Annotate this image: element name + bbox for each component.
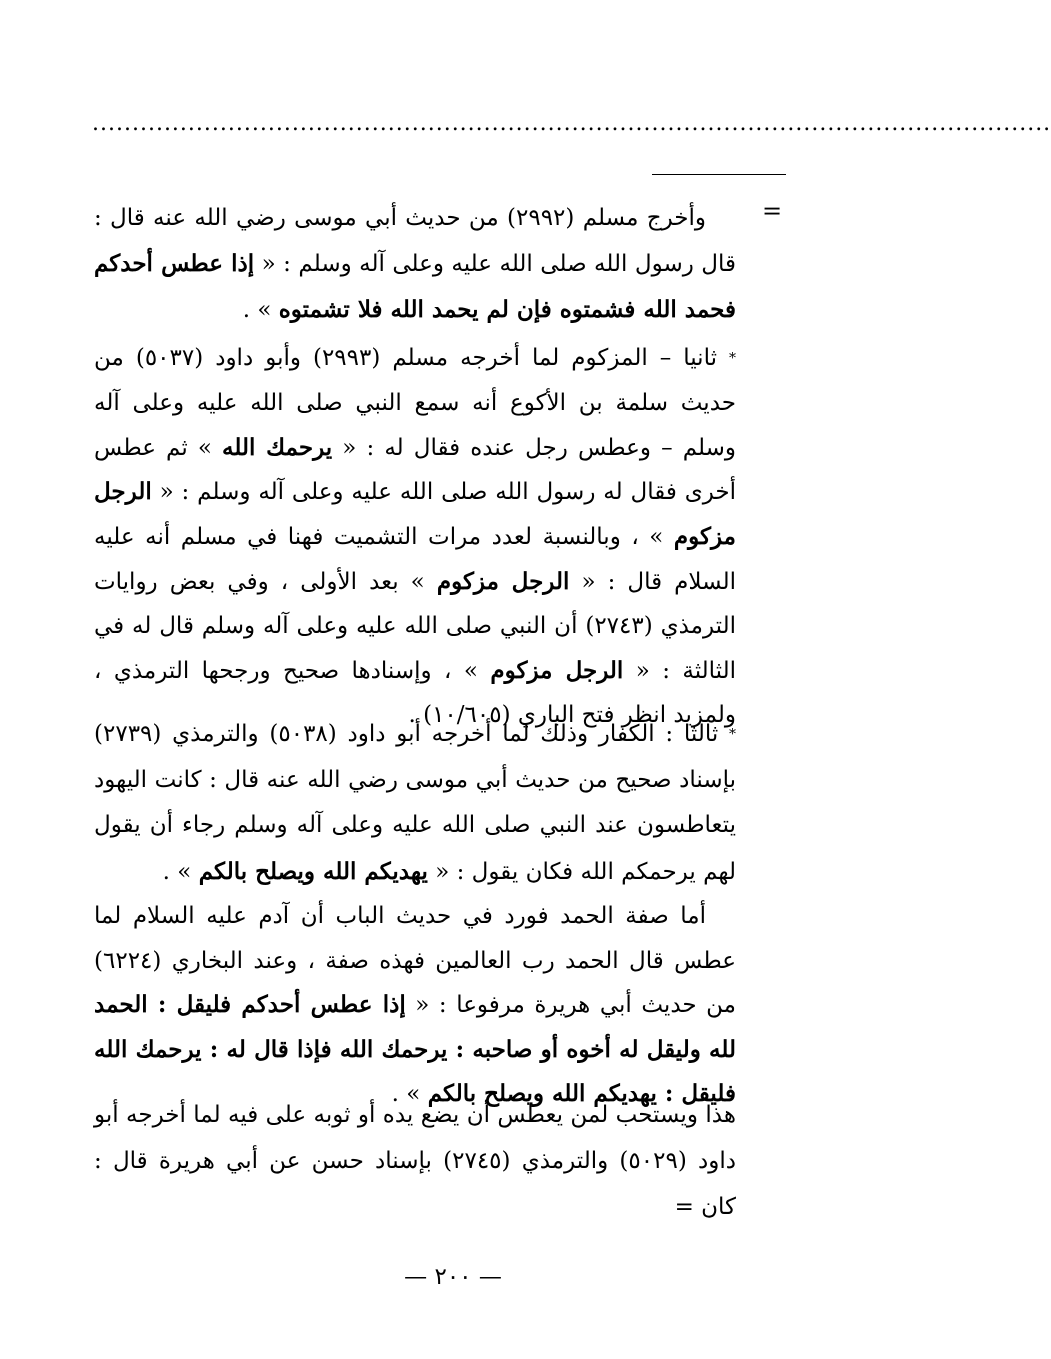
hadith-quote: إذا عطس أحدكم فحمد الله فشمتوه فإن لم يحمد الله فلا تشمتوه <box>94 250 736 323</box>
paragraph-text: وأخرج مسلم (٢٩٩٢) من حديث أبي موسى رضي الله عنه قال : قال رسول الله صلى الله عليه وعلى آله وسلم : « <box>94 205 737 277</box>
footnote-separator-rule <box>652 174 786 175</box>
paragraph-hamd-description <box>94 894 736 1117</box>
paragraph-text: » ، وإسنادها صحيح ورجحها الترمذي ، ولمزيد انظر فتح الباري (١٠/٦٠٥) . <box>94 657 736 729</box>
paragraph-covering-mouth <box>94 1092 736 1230</box>
paragraph-text: » ، وبالنسبة لعدد مرات التشميت فهنا في مسلم أنه عليه السلام قال : « <box>94 524 737 595</box>
hadith-quote: الرجل مزكوم <box>436 567 570 595</box>
paragraph-text: » ثم عطس أخرى فقال له رسول الله صلى الله عليه وعلى آله وسلم : « <box>94 434 736 506</box>
hadith-quote: الرجل مزكوم <box>94 478 736 551</box>
paragraph-text: » . <box>391 1081 421 1108</box>
paragraph-text: هذا ويستحب لمن يعطس أن يضع يده أو ثوبه على فيه لما أخرجه أبو داود (٥٠٢٩) والترمذي (٢٧٤٥) بإسناد حسن عن أبي هريرة قال : كان = <box>94 1102 736 1220</box>
hadith-quote: يرحمك الله <box>222 433 333 461</box>
paragraph-muslim-2992 <box>94 196 736 333</box>
hadith-quote: يهديكم الله ويصلح بالكم <box>198 857 428 885</box>
paragraph-text: ثالثا : الكفار وذلك لما أخرجه أبو داود (٥٠٣٨) والترمذي (٢٧٣٩) بإسناد صحيح من حديث أبي موسى رضي الله عنه قال : كانت اليهود يتعاطسون عند النبي صلى الله عليه وعلى آله وسلم رجاء أن يقول لهم يرحمكم الله فكان يقول : « <box>94 721 736 885</box>
paragraph-text: ثانيا – المزكوم لما أخرجه مسلم (٢٩٩٣) وأبو داود (٥٠٣٧) من حديث سلمة بن الأكوع أنه سمع النبي صلى الله عليه وعلى آله وسلم – وعطس رجل عنده فقال له : « <box>94 345 736 461</box>
paragraph-text: » . <box>242 297 272 323</box>
continuation-mark: = <box>762 197 783 225</box>
hadith-quote: إذا عطس أحدكم فليقل : الحمد لله وليقل له أخوه أو صاحبه : يرحمك الله فإذا قال له : يرحمك الله فليقل : يهديكم الله ويصلح بالكم <box>94 991 736 1108</box>
paragraph-second-mazkum <box>94 336 736 738</box>
paragraph-third-kuffar <box>94 712 736 895</box>
hadith-quote: الرجل مزكوم <box>490 656 624 684</box>
bullet-star: * <box>728 350 736 367</box>
paragraph-text: أما صفة الحمد فورد في حديث الباب أن آدم عليه السلام لما عطس قال الحمد رب العالمين فهذه صفة ، وعند البخاري (٦٢٢٤) من حديث أبي هريرة مرفوعا : « <box>94 903 736 1019</box>
paragraph-text: » بعد الأولى ، وفي بعض روايات الترمذي (٢٧٤٣) أن النبي صلى الله عليه وعلى آله وسلم قال له في الثالثة : « <box>94 568 737 684</box>
header-dotted-line: ........................................................................................................................ <box>92 111 1051 136</box>
bullet-star: * <box>729 726 736 743</box>
paragraph-text: » . <box>162 858 192 885</box>
page-number: — ٢٠٠ — <box>404 1264 502 1290</box>
